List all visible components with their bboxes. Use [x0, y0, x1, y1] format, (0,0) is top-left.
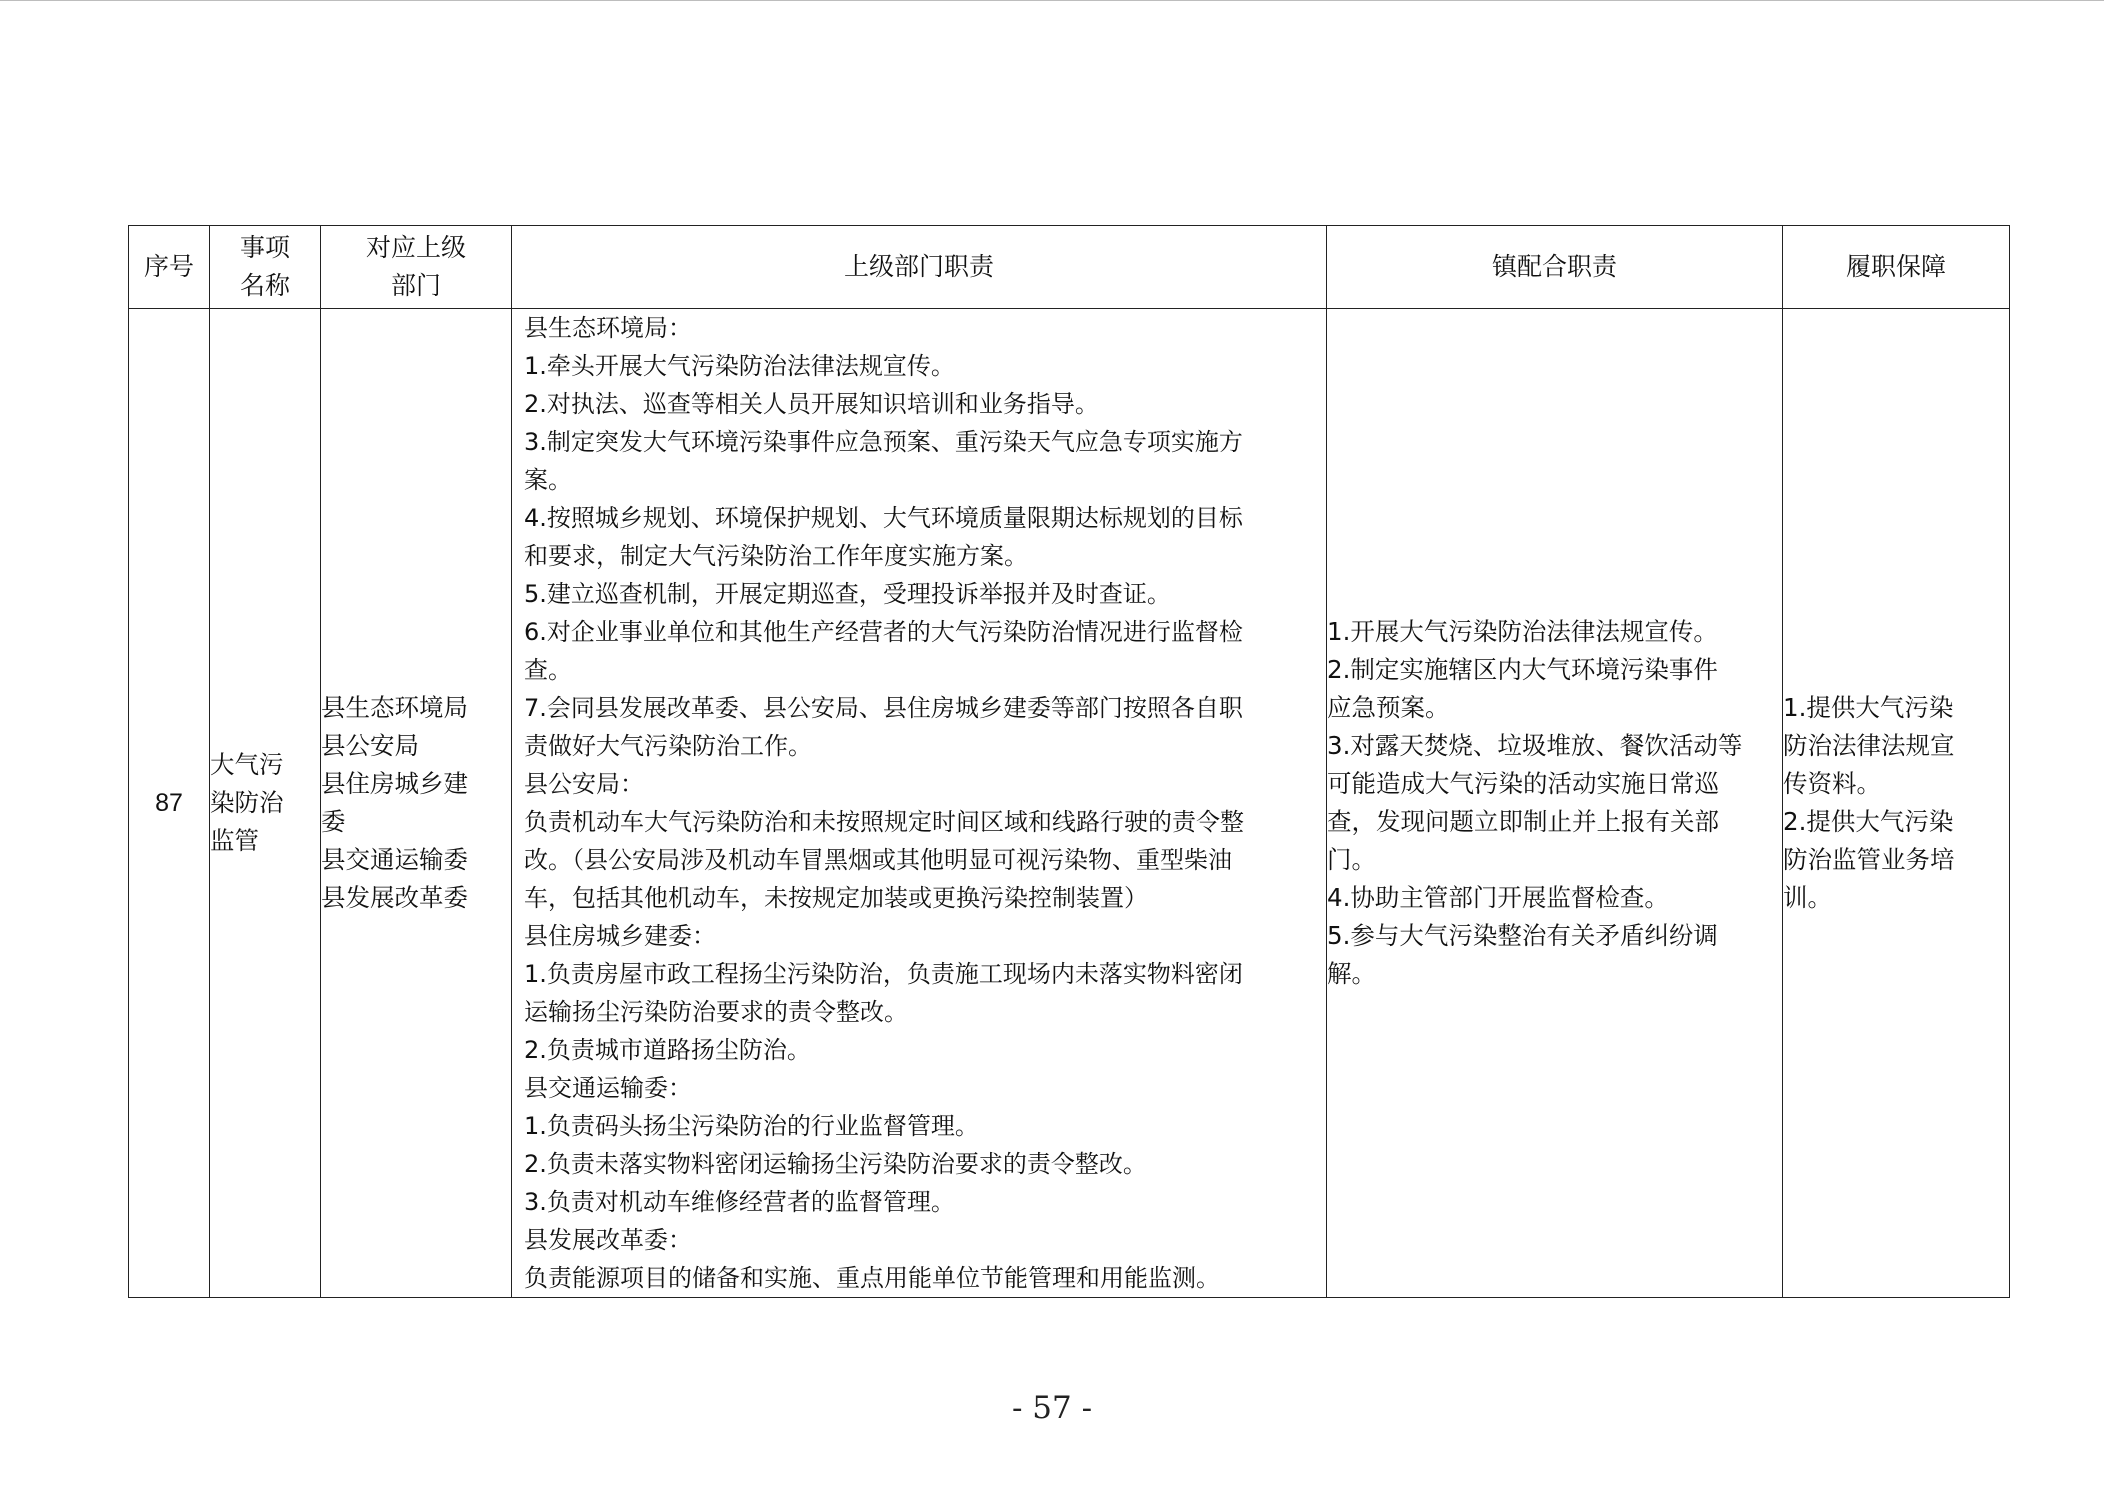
row-dept [321, 309, 512, 1298]
upper-duty-line: 县住房城乡建委： [524, 922, 716, 950]
guarantee-line: 防治监管业务培 [1783, 845, 1955, 874]
upper-duty-line: 3.负责对机动车维修经营者的监督管理。 [524, 1188, 955, 1216]
upper-duty-line: 1.牵头开展大气污染防治法律法规宣传。 [524, 352, 955, 380]
upper-duty-line: 3.制定突发大气环境污染事件应急预案、重污染天气应急专项实施方 [524, 428, 1243, 456]
row-guarantee [1783, 309, 2010, 1298]
header-town-duties: 镇配合职责 [1327, 226, 1783, 309]
town-duty-line: 门。 [1327, 845, 1376, 874]
row-upper-duties [512, 309, 1327, 1298]
upper-duty-line: 4.按照城乡规划、环境保护规划、大气环境质量限期达标规划的目标 [524, 504, 1243, 532]
row-town-duties [1327, 309, 1783, 1298]
guarantee-line: 2.提供大气污染 [1783, 807, 1954, 836]
dept-line: 县发展改革委 [321, 883, 468, 912]
upper-duty-line: 责做好大气污染防治工作。 [524, 732, 812, 760]
upper-duty-line: 县生态环境局： [524, 314, 692, 342]
header-item-name: 事项 名称 [210, 226, 321, 309]
table-header-row [129, 226, 2010, 309]
upper-duty-line: 改。（县公安局涉及机动车冒黑烟或其他明显可视污染物、重型柴油 [524, 846, 1232, 874]
header-dept: 对应上级 部门 [321, 226, 512, 309]
upper-duty-line: 案。 [524, 466, 572, 494]
guarantee-line: 传资料。 [1783, 769, 1881, 798]
upper-duty-line: 县公安局： [524, 770, 644, 798]
town-duty-line: 解。 [1327, 959, 1376, 988]
upper-duty-line: 2.负责未落实物料密闭运输扬尘污染防治要求的责令整改。 [524, 1150, 1147, 1178]
town-duty-line: 3.对露天焚烧、垃圾堆放、餐饮活动等 [1327, 731, 1743, 760]
upper-duty-line: 负责能源项目的储备和实施、重点用能单位节能管理和用能监测。 [524, 1264, 1220, 1292]
row-serial: 87 [129, 309, 210, 1298]
page-top-border [0, 0, 2104, 1]
upper-duty-line: 6.对企业事业单位和其他生产经营者的大气污染防治情况进行监督检 [524, 618, 1243, 646]
town-duty-line: 可能造成大气污染的活动实施日常巡 [1327, 769, 1719, 798]
table-row [129, 309, 2010, 1298]
upper-duty-line: 2.对执法、巡查等相关人员开展知识培训和业务指导。 [524, 390, 1099, 418]
upper-duty-line: 1.负责房屋市政工程扬尘污染防治，负责施工现场内未落实物料密闭 [524, 960, 1243, 988]
upper-duty-line: 2.负责城市道路扬尘防治。 [524, 1036, 811, 1064]
dept-line: 县住房城乡建 [321, 769, 468, 798]
upper-duty-line: 县交通运输委： [524, 1074, 692, 1102]
dept-line: 县交通运输委 [321, 845, 468, 874]
upper-duty-line: 车，包括其他机动车，未按规定加装或更换污染控制装置） [524, 884, 1148, 912]
page-number: - 57 - [1011, 1390, 1093, 1426]
upper-duty-line: 和要求，制定大气污染防治工作年度实施方案。 [524, 542, 1028, 570]
dept-line: 委 [321, 807, 346, 836]
guarantee-line: 防治法律法规宣 [1783, 731, 1955, 760]
upper-duty-line: 1.负责码头扬尘污染防治的行业监督管理。 [524, 1112, 979, 1140]
duty-table [128, 225, 2010, 1298]
guarantee-line: 1.提供大气污染 [1783, 693, 1954, 722]
header-guarantee: 履职保障 [1783, 226, 2010, 309]
dept-line: 县公安局 [321, 731, 419, 760]
row-item-name [210, 309, 321, 1298]
dept-line: 县生态环境局 [321, 693, 468, 722]
town-duty-line: 4.协助主管部门开展监督检查。 [1327, 883, 1669, 912]
upper-duty-line: 5.建立巡查机制，开展定期巡查，受理投诉举报并及时查证。 [524, 580, 1171, 608]
header-serial: 序号 [129, 226, 210, 309]
guarantee-line: 训。 [1783, 883, 1832, 912]
upper-duty-line: 7.会同县发展改革委、县公安局、县住房城乡建委等部门按照各自职 [524, 694, 1243, 722]
town-duty-line: 5.参与大气污染整治有关矛盾纠纷调 [1327, 921, 1718, 950]
item-name-line: 监管 [210, 826, 259, 855]
upper-duty-line: 县发展改革委： [524, 1226, 692, 1254]
upper-duty-line: 运输扬尘污染防治要求的责令整改。 [524, 998, 908, 1026]
town-duty-line: 1.开展大气污染防治法律法规宣传。 [1327, 617, 1718, 646]
town-duty-line: 查，发现问题立即制止并上报有关部 [1327, 807, 1719, 836]
town-duty-line: 2.制定实施辖区内大气环境污染事件 [1327, 655, 1718, 684]
town-duty-line: 应急预案。 [1327, 693, 1450, 722]
upper-duty-line: 负责机动车大气污染防治和未按照规定时间区域和线路行驶的责令整 [524, 808, 1244, 836]
item-name-line: 染防治 [210, 788, 284, 817]
header-upper-duties: 上级部门职责 [512, 226, 1327, 309]
item-name-line: 大气污 [210, 750, 284, 779]
upper-duty-line: 查。 [524, 656, 572, 684]
